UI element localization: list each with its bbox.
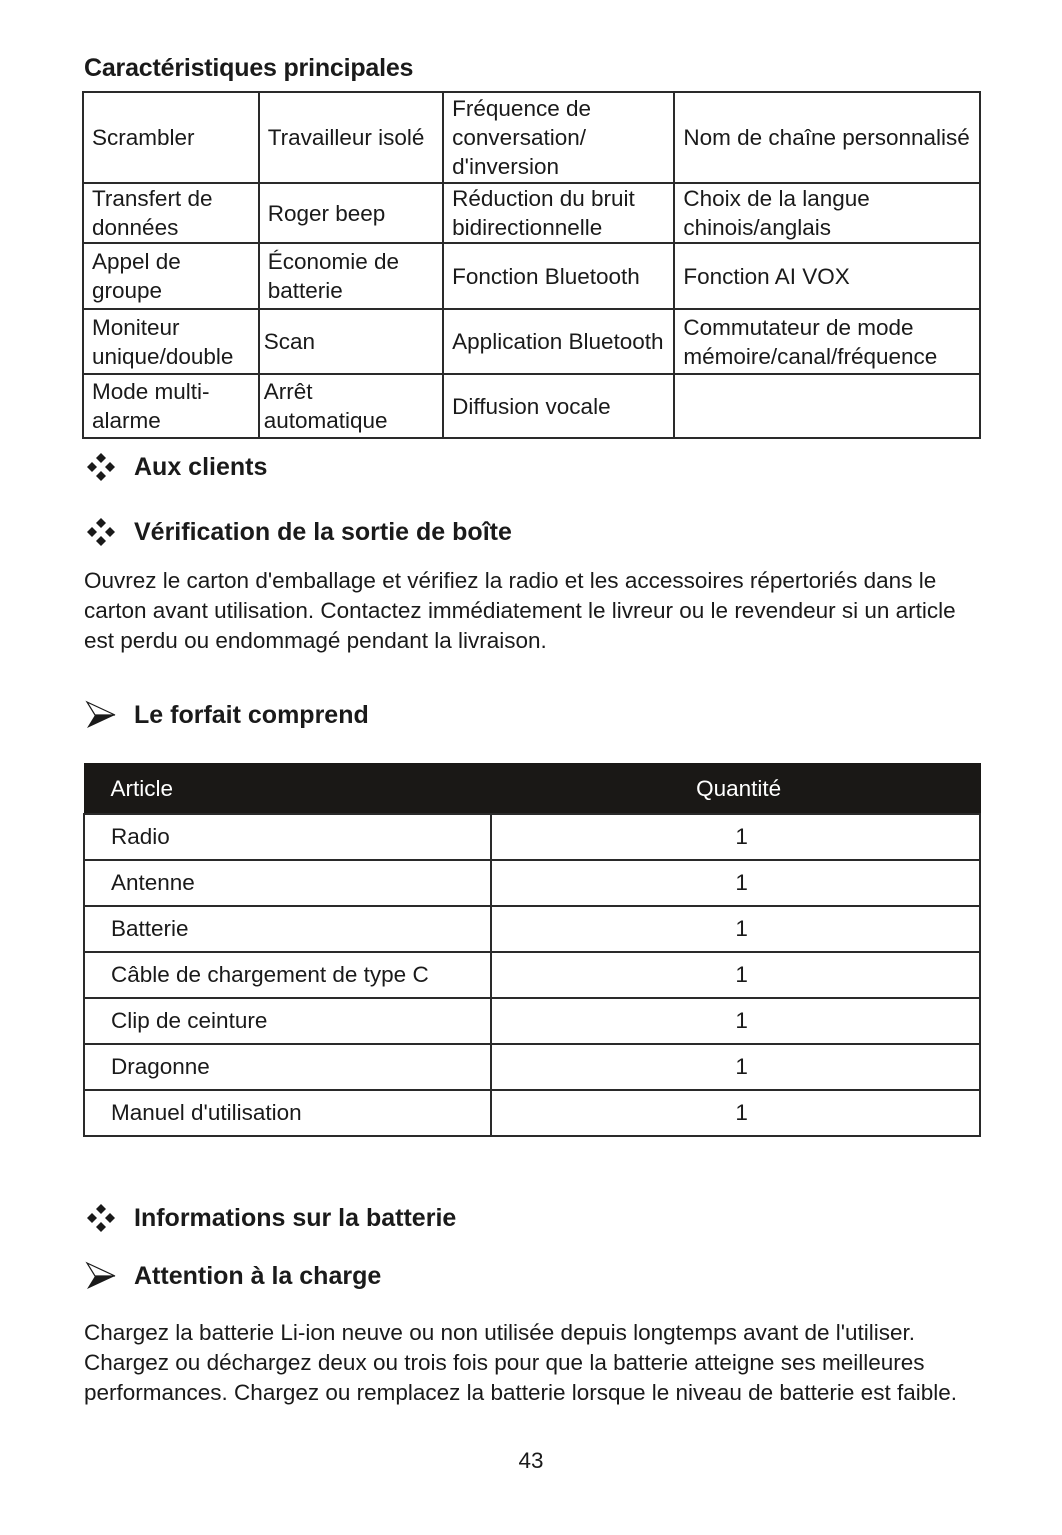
item-quantity: 1 xyxy=(491,1090,980,1136)
table-cell: Transfert de données xyxy=(83,183,259,243)
section-title: Vérification de la sortie de boîte xyxy=(134,517,512,546)
item-name: Manuel d'utilisation xyxy=(84,1090,491,1136)
table-row xyxy=(83,374,980,438)
table-cell: Application Bluetooth xyxy=(443,309,674,374)
package-table xyxy=(83,763,981,1137)
arrowhead-icon xyxy=(84,1259,118,1293)
four-diamonds-icon xyxy=(84,515,118,549)
arrowhead-icon xyxy=(84,698,118,732)
table-cell: Fréquence de conversation/ d'inversion xyxy=(443,92,674,183)
table-row xyxy=(84,952,980,998)
section-batterie xyxy=(84,1201,456,1235)
section-title: Le forfait comprend xyxy=(134,700,369,729)
item-quantity: 1 xyxy=(491,1044,980,1090)
table-cell: Scan xyxy=(259,309,443,374)
charge-paragraph: Chargez la batterie Li-ion neuve ou non utilisée depuis longtemps avant de l'utiliser. Chargez ou déchargez deux ou trois fois pour que la batterie atteigne ses meilleures performances. Chargez ou remplacez la batterie lorsque le niveau de batterie est faible. xyxy=(84,1320,957,1405)
item-name: Batterie xyxy=(84,906,491,952)
section-title: Attention à la charge xyxy=(134,1261,382,1290)
item-name: Antenne xyxy=(84,860,491,906)
section-aux-clients xyxy=(84,450,267,484)
table-header-row xyxy=(84,764,980,815)
item-name: Clip de ceinture xyxy=(84,998,491,1044)
item-quantity: 1 xyxy=(491,998,980,1044)
table-row xyxy=(84,1044,980,1090)
table-row xyxy=(84,998,980,1044)
table-cell: Réduction du bruit bidirectionnelle xyxy=(443,183,674,243)
table-row xyxy=(84,860,980,906)
section-verification xyxy=(84,515,512,549)
table-cell: Travailleur isolé xyxy=(259,92,443,183)
item-quantity: 1 xyxy=(491,952,980,998)
column-header-article: Article xyxy=(84,764,491,815)
item-name: Câble de chargement de type C xyxy=(84,952,491,998)
table-row xyxy=(84,1090,980,1136)
item-name: Radio xyxy=(84,814,491,860)
four-diamonds-icon xyxy=(84,1201,118,1235)
table-cell: Fonction Bluetooth xyxy=(443,243,674,309)
table-cell: Mode multi-alarme xyxy=(83,374,259,438)
column-header-quantite: Quantité xyxy=(491,764,980,815)
item-quantity: 1 xyxy=(491,860,980,906)
table-row xyxy=(83,309,980,374)
table-row xyxy=(84,814,980,860)
section-forfait xyxy=(84,698,369,732)
table-cell: Diffusion vocale xyxy=(443,374,674,438)
table-cell: Choix de la langue chinois/anglais xyxy=(674,183,980,243)
table-cell: Fonction AI VOX xyxy=(674,243,980,309)
section-title: Informations sur la batterie xyxy=(134,1203,457,1232)
table-cell: Scrambler xyxy=(83,92,259,183)
section-title: Aux clients xyxy=(134,452,268,481)
item-name: Dragonne xyxy=(84,1044,491,1090)
item-quantity: 1 xyxy=(491,906,980,952)
page-number: 43 xyxy=(518,1448,544,1473)
table-cell xyxy=(674,374,980,438)
table-cell: Commutateur de mode mémoire/canal/fréquence xyxy=(674,309,980,374)
page-title: Caractéristiques principales xyxy=(84,54,414,82)
section-charge xyxy=(84,1259,381,1293)
table-row xyxy=(83,92,980,183)
table-cell: Arrêt automatique xyxy=(259,374,443,438)
table-cell: Appel de groupe xyxy=(83,243,259,309)
verification-paragraph: Ouvrez le carton d'emballage et vérifiez la radio et les accessoires répertoriés dans le carton avant utilisation. Contactez immédiatement le livreur ou le revendeur si un article est perdu ou endommagé pendant la livraison. xyxy=(84,568,956,653)
table-cell: Roger beep xyxy=(259,183,443,243)
table-row xyxy=(83,183,980,243)
table-cell: Nom de chaîne personnalisé xyxy=(674,92,980,183)
features-table xyxy=(82,91,981,439)
table-row xyxy=(84,906,980,952)
four-diamonds-icon xyxy=(84,450,118,484)
table-cell: Moniteur unique/double xyxy=(83,309,259,374)
table-row xyxy=(83,243,980,309)
item-quantity: 1 xyxy=(491,814,980,860)
table-cell: Économie de batterie xyxy=(259,243,443,309)
